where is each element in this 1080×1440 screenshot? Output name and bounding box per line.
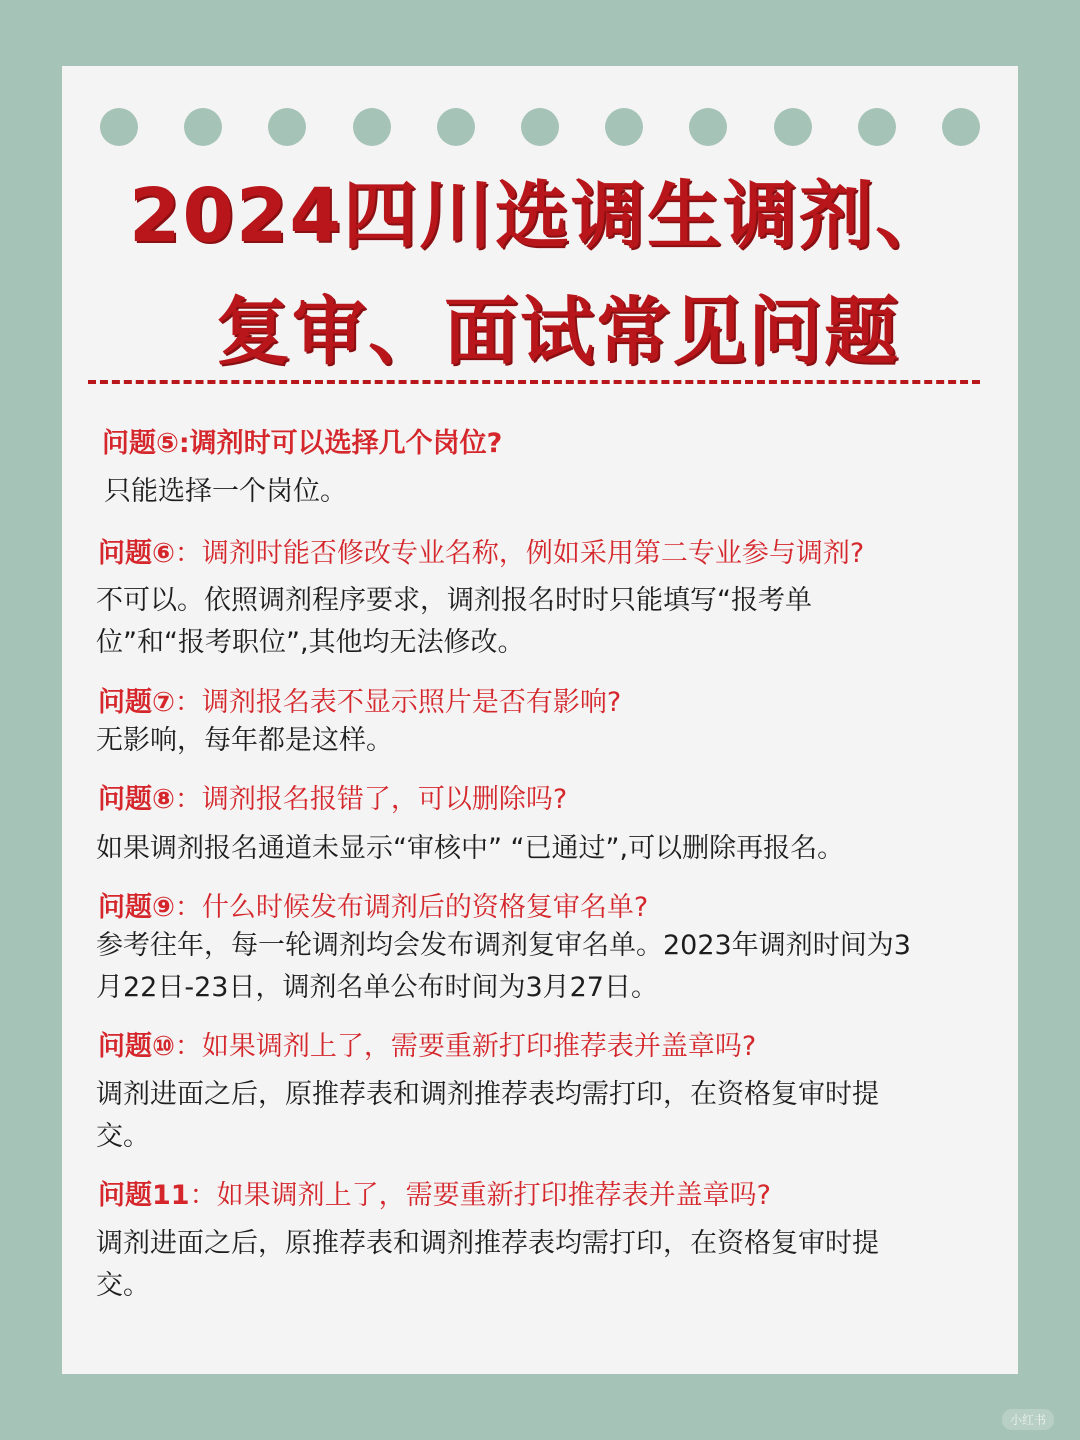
faq-question-text: :调剂时可以选择几个岗位? [178,428,503,459]
faq-question-8 [98,780,567,820]
faq-label: 问题⑤ [102,428,179,459]
answer-line: 位”和“报考职位”,其他均无法修改。 [96,627,525,658]
binder-hole [184,108,222,146]
faq-answer-10 [96,1074,996,1158]
faq-answer-11 [96,1223,996,1307]
faq-label: 问题⑩ [98,1031,175,1062]
binder-hole [521,108,559,146]
faq-question-text: ：调剂报名报错了，可以删除吗? [174,784,568,815]
faq-label: 问题⑦ [98,687,175,718]
faq-question-text: ：什么时候发布调剂后的资格复审名单? [174,892,649,923]
faq-question-text: ：如果调剂上了，需要重新打印推荐表并盖章吗? [189,1180,771,1211]
binder-hole [774,108,812,146]
title-divider [88,380,980,384]
watermark: 小红书 [1002,1409,1054,1430]
binder-hole [689,108,727,146]
binder-hole [858,108,896,146]
faq-answer-7 [96,720,996,762]
answer-line: 调剂进面之后，原推荐表和调剂推荐表均需打印，在资格复审时提 [96,1228,879,1259]
faq-question-text: ：调剂报名表不显示照片是否有影响? [174,687,622,718]
binder-holes [100,108,980,146]
faq-answer-9 [96,925,996,1009]
note-card [62,66,1018,1374]
faq-question-text: ：调剂时能否修改专业名称，例如采用第二专业参与调剂? [174,538,865,569]
faq-question-7 [98,683,621,723]
answer-line: 交。 [96,1121,150,1152]
faq-question-11 [98,1176,771,1216]
faq-label: 问题11 [98,1180,190,1211]
binder-hole [942,108,980,146]
faq-question-10 [98,1027,756,1067]
faq-answer-8 [96,828,996,870]
answer-line: 如果调剂报名通道未显示“审核中” “已通过”,可以删除再报名。 [96,833,845,864]
answer-line: 月22日-23日，调剂名单公布时间为3月27日。 [96,972,658,1003]
binder-hole [353,108,391,146]
binder-hole [605,108,643,146]
page-title-line-2: 复审、面试常见问题 [216,289,900,375]
answer-line: 交。 [96,1270,150,1301]
faq-label: 问题⑥ [98,538,175,569]
faq-answer-6 [96,580,996,664]
answer-line: 调剂进面之后，原推荐表和调剂推荐表均需打印，在资格复审时提 [96,1079,879,1110]
answer-line: 不可以。依照调剂程序要求，调剂报名时时只能填写“报考单 [96,585,812,616]
page-title-line-1: 2024四川选调生调剂、 [129,173,951,259]
faq-label: 问题⑧ [98,784,175,815]
binder-hole [268,108,306,146]
answer-line: 参考往年，每一轮调剂均会发布调剂复审名单。2023年调剂时间为3 [96,930,911,961]
binder-hole [100,108,138,146]
faq-question-text: ：如果调剂上了，需要重新打印推荐表并盖章吗? [174,1031,757,1062]
answer-line: 无影响，每年都是这样。 [96,725,393,756]
faq-question-5 [102,424,502,464]
faq-label: 问题⑨ [98,892,175,923]
faq-question-9 [98,888,648,928]
faq-question-6 [98,534,864,574]
faq-answer-5 [104,471,1004,513]
binder-hole [437,108,475,146]
answer-line: 只能选择一个岗位。 [104,476,347,507]
